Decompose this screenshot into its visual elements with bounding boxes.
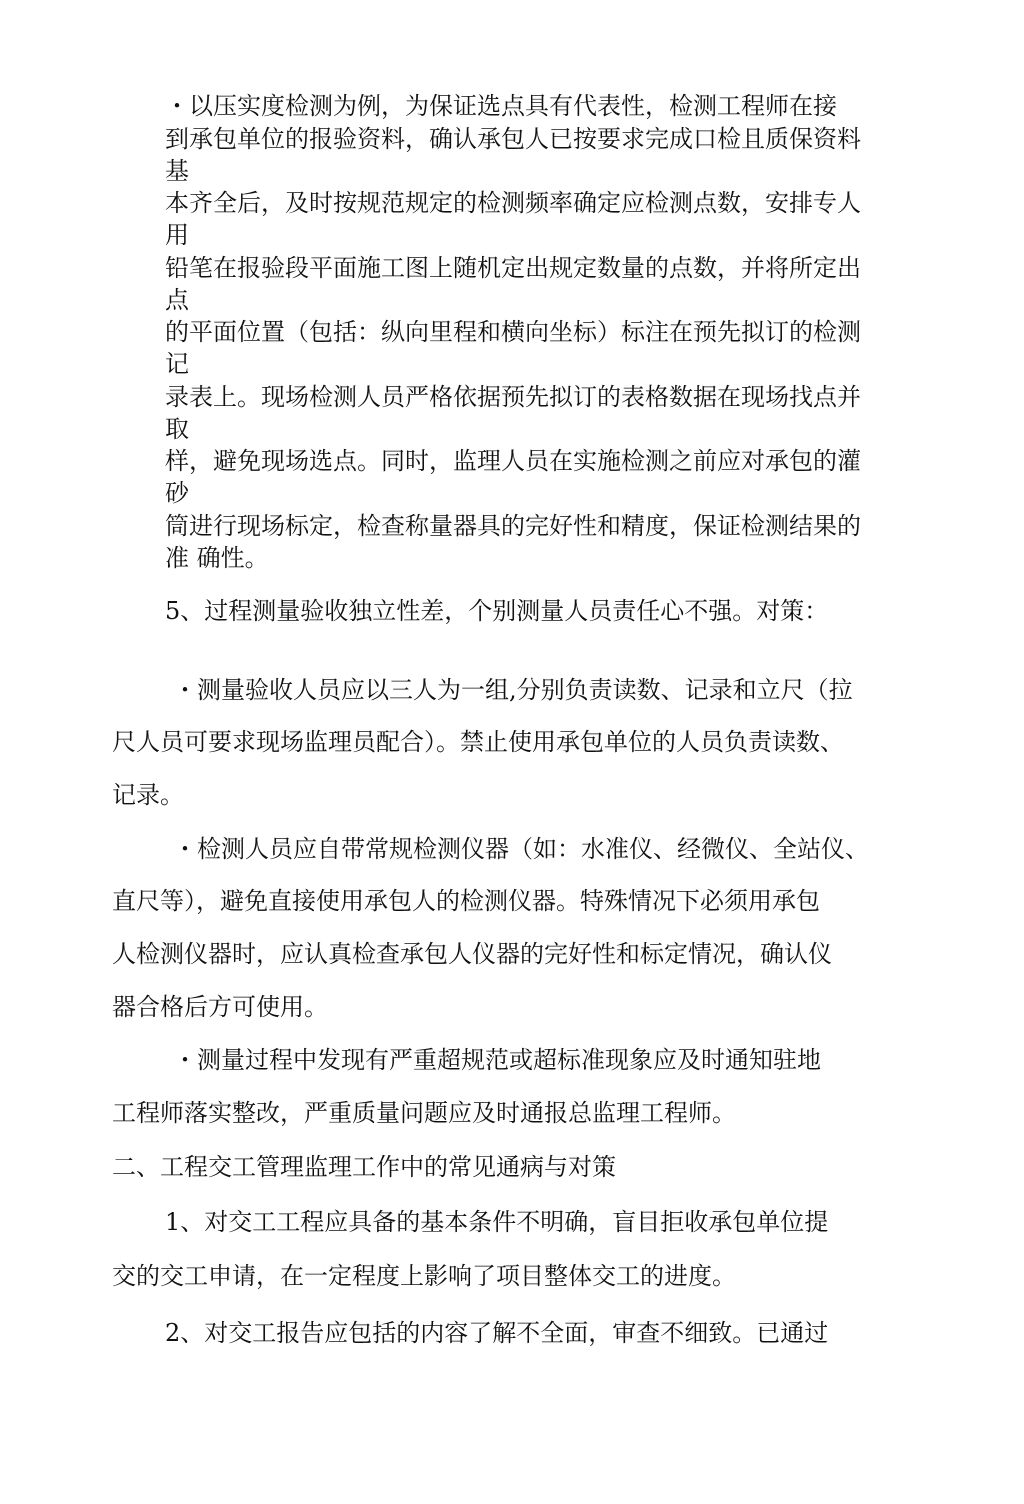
paragraph-line: 取 xyxy=(165,415,189,443)
numbered-item-1-cont: 交的交工申请，在一定程度上影响了项目整体交工的进度。 xyxy=(112,1262,736,1290)
bullet-line: 器合格后方可使用。 xyxy=(112,993,328,1021)
paragraph-line: ・以压实度检测为例，为保证选点具有代表性，检测工程师在接 xyxy=(165,92,837,120)
paragraph-line: 砂 xyxy=(165,479,189,507)
bullet-line: 尺人员可要求现场监理员配合）。禁止使用承包单位的人员负责读数、 xyxy=(112,728,844,756)
numbered-item-1: 1、对交工工程应具备的基本条件不明确，盲目拒收承包单位提 xyxy=(165,1208,829,1236)
paragraph-line: 本齐全后，及时按规范规定的检测频率确定应检测点数，安排专人 xyxy=(165,189,861,217)
paragraph-line: 铅笔在报验段平面施工图上随机定出规定数量的点数，并将所定出 xyxy=(165,254,861,282)
paragraph-line: 用 xyxy=(165,221,189,249)
bullet-line: ・测量验收人员应以三人为一组,分别负责读数、记录和立尺（拉 xyxy=(173,676,853,704)
bullet-line: 工程师落实整改，严重质量问题应及时通报总监理工程师。 xyxy=(112,1099,736,1127)
paragraph-line: 准 确性。 xyxy=(165,544,269,572)
numbered-item-5: 5、过程测量验收独立性差，个别测量人员责任心不强。对策： xyxy=(165,597,829,625)
bullet-line: 人检测仪器时，应认真检查承包人仪器的完好性和标定情况，确认仪 xyxy=(112,940,832,968)
paragraph-line: 的平面位置（包括：纵向里程和横向坐标）标注在预先拟订的检测 xyxy=(165,318,861,346)
paragraph-line: 记 xyxy=(165,350,189,378)
bullet-line: 直尺等），避免直接使用承包人的检测仪器。特殊情况下必须用承包 xyxy=(112,887,820,915)
paragraph-line: 筒进行现场标定，检查称量器具的完好性和精度，保证检测结果的 xyxy=(165,512,861,540)
paragraph-line: 录表上。现场检测人员严格依据预先拟订的表格数据在现场找点并 xyxy=(165,383,861,411)
section-heading: 二、工程交工管理监理工作中的常见通病与对策 xyxy=(112,1153,616,1181)
bullet-line: ・检测人员应自带常规检测仪器（如：水准仪、经微仪、全站仪、 xyxy=(173,835,869,863)
numbered-item-2: 2、对交工报告应包括的内容了解不全面，审查不细致。已通过 xyxy=(165,1319,829,1347)
bullet-line: 记录。 xyxy=(112,781,184,809)
bullet-line: ・测量过程中发现有严重超规范或超标准现象应及时通知驻地 xyxy=(173,1046,821,1074)
paragraph-line: 点 xyxy=(165,286,189,314)
paragraph-line: 基 xyxy=(165,157,189,185)
paragraph-line: 到承包单位的报验资料，确认承包人已按要求完成口检且质保资料 xyxy=(165,125,861,153)
paragraph-line: 样，避免现场选点。同时，监理人员在实施检测之前应对承包的灌 xyxy=(165,447,861,475)
